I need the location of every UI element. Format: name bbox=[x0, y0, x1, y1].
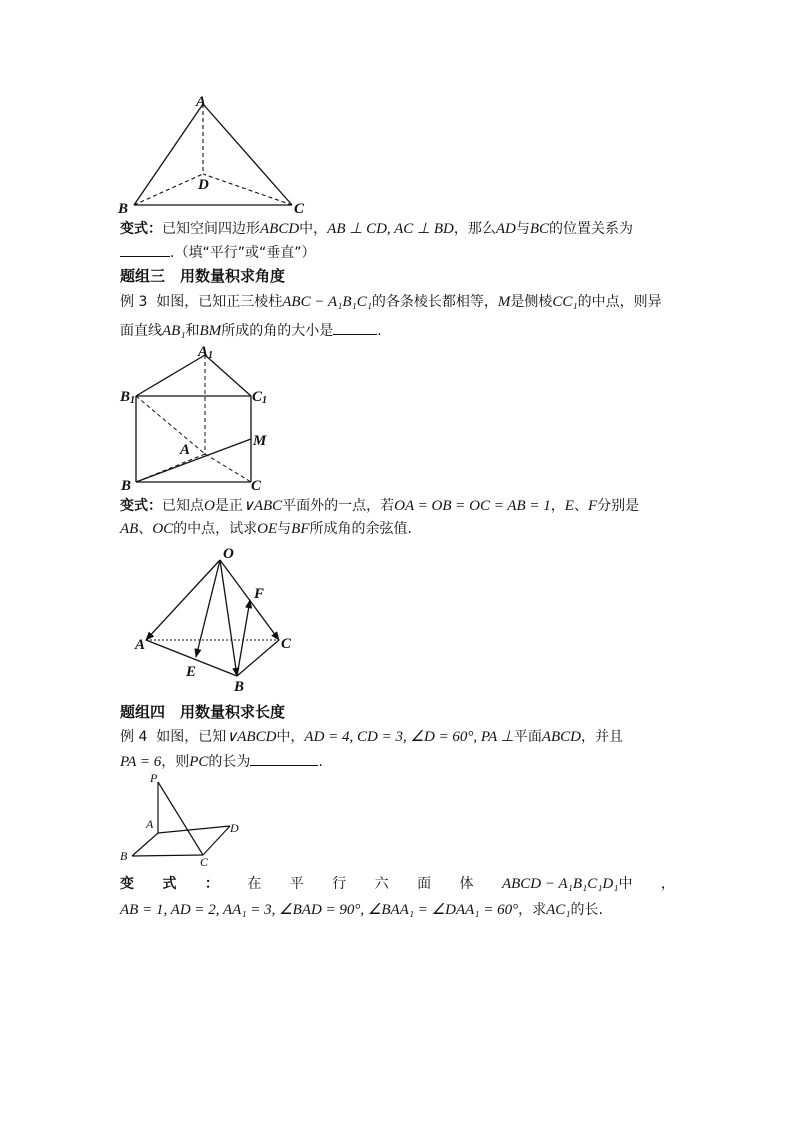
math: ABCD bbox=[541, 729, 582, 745]
label-a: A bbox=[180, 442, 191, 458]
char: ： bbox=[204, 876, 219, 892]
text: 所成的角的大小是 bbox=[221, 323, 334, 339]
math: F bbox=[587, 498, 598, 514]
label-c: C bbox=[200, 855, 209, 869]
edge-ab bbox=[136, 454, 205, 482]
edge-b1a1 bbox=[136, 355, 205, 396]
label-a: A bbox=[135, 637, 146, 653]
text: . bbox=[377, 323, 382, 339]
label-b: B bbox=[120, 849, 128, 863]
figure-vectors bbox=[130, 540, 310, 695]
label-m: M bbox=[253, 433, 267, 449]
math: PC bbox=[189, 754, 209, 770]
edge-pc bbox=[158, 782, 203, 855]
text: 的各条棱长都相等， bbox=[371, 294, 498, 310]
vector-bf bbox=[237, 600, 250, 676]
variant3-line2 bbox=[120, 900, 603, 920]
group4-title: 题组四 用数量积求长度 bbox=[120, 703, 286, 721]
text: 的长. bbox=[570, 902, 603, 918]
text: 已知空间四边形 bbox=[162, 221, 260, 237]
text: 平面外的一点，若 bbox=[282, 498, 395, 514]
text: 与 bbox=[515, 221, 530, 237]
ex4-line1 bbox=[120, 727, 623, 747]
math: O bbox=[204, 498, 215, 514]
text: 如图，已知正三棱柱 bbox=[156, 294, 283, 310]
label-b: B bbox=[234, 679, 245, 695]
math: ABCD bbox=[260, 221, 300, 237]
edge-ad bbox=[158, 826, 230, 833]
answer-blank[interactable] bbox=[120, 242, 170, 257]
label-a: A bbox=[146, 817, 154, 831]
figure-tetrahedron bbox=[112, 92, 312, 217]
example-label: 例 3 bbox=[120, 294, 148, 310]
char: 平 bbox=[289, 876, 304, 892]
math: AD bbox=[495, 221, 516, 237]
edge-bc bbox=[237, 640, 279, 676]
label-a: A bbox=[196, 94, 207, 110]
figure-prism bbox=[118, 342, 278, 492]
math: BC bbox=[529, 221, 550, 237]
math: ABC − A₁B₁C₁ bbox=[282, 294, 372, 310]
edge-ab bbox=[132, 833, 158, 856]
text: . bbox=[318, 754, 323, 770]
math: CC₁ bbox=[552, 294, 578, 310]
char: 体 bbox=[459, 876, 474, 892]
char: 行 bbox=[332, 876, 347, 892]
variant2-line1 bbox=[120, 496, 639, 516]
text: 是侧棱 bbox=[510, 294, 553, 310]
variant-label: 变式： bbox=[120, 498, 162, 514]
char: 六 bbox=[374, 876, 389, 892]
math: AB bbox=[120, 521, 139, 537]
edge-ob bbox=[220, 560, 237, 676]
math: ∨ABC bbox=[242, 498, 283, 514]
figure-parallelogram bbox=[116, 768, 256, 868]
edge-a1c1 bbox=[205, 355, 251, 396]
char: 式 bbox=[162, 876, 177, 892]
text: 的位置关系为 bbox=[549, 221, 634, 237]
text: 中， bbox=[299, 221, 328, 237]
variant1-line1 bbox=[120, 219, 633, 239]
label-c: C bbox=[294, 201, 305, 217]
math: ABCD − A₁B₁C₁D₁ bbox=[501, 876, 619, 892]
text: ， bbox=[550, 498, 565, 514]
edge-bc bbox=[132, 855, 203, 856]
edge-ac bbox=[203, 104, 292, 205]
label-d: D bbox=[198, 177, 209, 193]
text: ， bbox=[660, 876, 675, 892]
variant3-spread bbox=[120, 874, 675, 894]
text: 、 bbox=[138, 521, 153, 537]
text: 如图，已知 bbox=[156, 729, 227, 745]
ex3-line2 bbox=[120, 320, 382, 341]
text: 平面 bbox=[513, 729, 542, 745]
text: 分别是 bbox=[597, 498, 640, 514]
math: AB ⊥ CD, AC ⊥ BD bbox=[327, 221, 454, 237]
text: ，并且 bbox=[581, 729, 624, 745]
char: 在 bbox=[247, 876, 262, 892]
math: BM bbox=[199, 323, 222, 339]
label-b: B bbox=[121, 478, 132, 494]
edge-oa bbox=[146, 560, 220, 640]
answer-blank[interactable] bbox=[333, 320, 377, 335]
label-p: P bbox=[150, 771, 158, 785]
text: 与 bbox=[277, 521, 292, 537]
label-d: D bbox=[230, 821, 239, 835]
text: ，求 bbox=[518, 902, 547, 918]
text: 已知点 bbox=[162, 498, 204, 514]
text: 和 bbox=[185, 323, 200, 339]
text: ，那么 bbox=[453, 221, 496, 237]
label-a1: A1 bbox=[198, 344, 214, 361]
variant3-line1 bbox=[120, 874, 675, 894]
math: OE bbox=[257, 521, 278, 537]
char: 面 bbox=[417, 876, 432, 892]
edge-bm bbox=[136, 439, 251, 482]
math: OC bbox=[152, 521, 174, 537]
math: AC₁ bbox=[546, 902, 571, 918]
text: 面直线 bbox=[120, 323, 162, 339]
math: AB = 1, AD = 2, AA₁ = 3, ∠BAD = 90°, ∠BAA₁ = ∠DAA₁ = 60° bbox=[120, 902, 519, 918]
label-o: O bbox=[223, 546, 234, 562]
label-c: C bbox=[281, 636, 292, 652]
answer-blank[interactable] bbox=[250, 751, 318, 766]
label-b: B bbox=[118, 201, 129, 217]
edge-cd bbox=[203, 826, 230, 855]
text: 中 bbox=[618, 876, 633, 892]
vector-oe bbox=[196, 560, 220, 657]
char: 变 bbox=[120, 876, 134, 892]
text: 的长为 bbox=[208, 754, 251, 770]
text: 中， bbox=[276, 729, 305, 745]
math: M bbox=[497, 294, 511, 310]
math: E bbox=[564, 498, 574, 514]
label-f: F bbox=[254, 586, 265, 602]
text: 所成角的余弦值. bbox=[309, 521, 412, 537]
text: .（填“平行”或“垂直”） bbox=[170, 245, 316, 261]
label-b1: B1 bbox=[120, 389, 136, 406]
text: ，则 bbox=[161, 754, 190, 770]
variant-label: 变式： bbox=[120, 221, 162, 237]
example-label: 例 4 bbox=[120, 729, 148, 745]
math: AB₁ bbox=[162, 323, 186, 339]
math: BF bbox=[291, 521, 310, 537]
math: AD = 4, CD = 3, ∠D = 60°, PA ⊥ bbox=[304, 729, 514, 745]
text: 、 bbox=[573, 498, 588, 514]
math: PA = 6 bbox=[120, 754, 162, 770]
label-e: E bbox=[186, 664, 197, 680]
edge-ab1 bbox=[136, 396, 205, 454]
variant1-line2 bbox=[120, 242, 315, 263]
label-c: C bbox=[251, 478, 262, 494]
math: OA = OB = OC = AB = 1 bbox=[394, 498, 551, 514]
text: 的中点，则异 bbox=[577, 294, 662, 310]
label-c1: C1 bbox=[252, 389, 268, 406]
math: ∨ABCD bbox=[226, 729, 277, 745]
ex3-line1 bbox=[120, 292, 662, 312]
variant2-line2 bbox=[120, 519, 412, 539]
edge-ac bbox=[205, 454, 251, 482]
text: 的中点，试求 bbox=[173, 521, 258, 537]
group3-title: 题组三 用数量积求角度 bbox=[120, 267, 286, 285]
text: 是正 bbox=[214, 498, 243, 514]
